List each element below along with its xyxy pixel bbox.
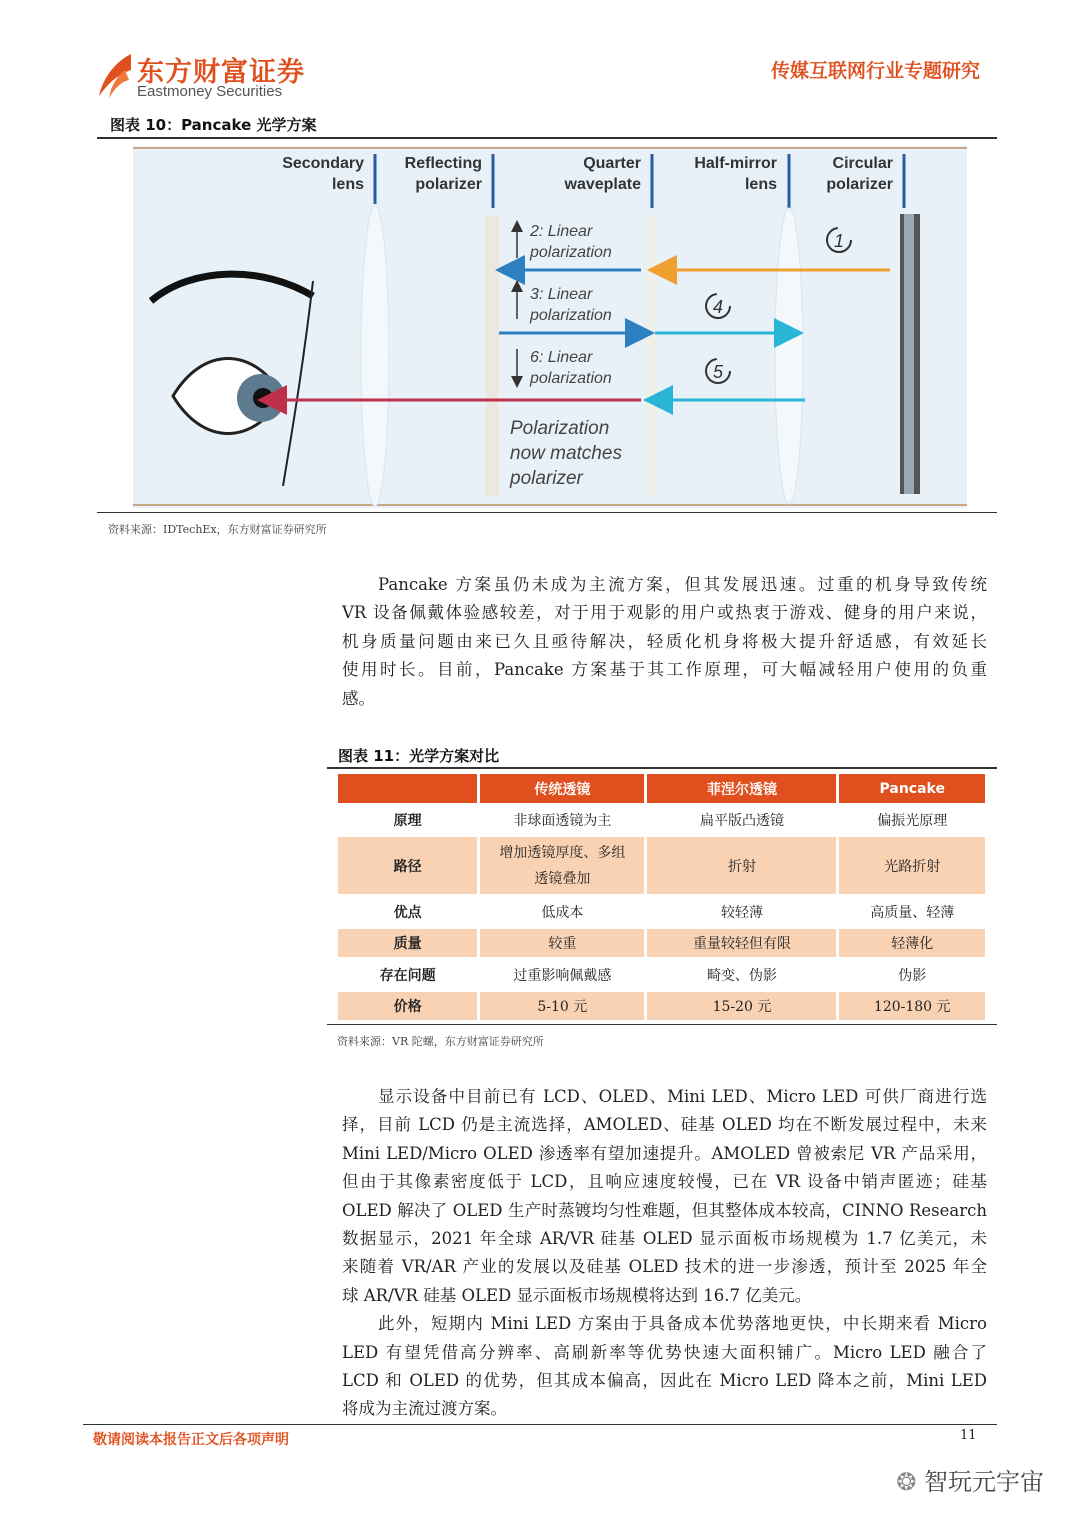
quarter-waveplate-shape	[645, 216, 657, 496]
optics-comparison-table	[335, 771, 988, 1023]
figure-11-title: 图表 11：光学方案对比	[338, 747, 500, 765]
svg-text:waveplate: waveplate	[564, 176, 641, 193]
paragraph-1: Pancake 方案虽仍未成为主流方案，但其发展迅速。过重的机身导致传统 VR 设备佩戴体验感较差，对于用于观影的用户或热衷于游戏、健身的用户来说， 机身质量问题由来已久且亟待解决，轻质化机身将极大提升舒适感，有效延长 使用时长。目前，Pancake 方案基于其工作原理，可大幅减轻用户使用的负重 感。	[342, 575, 987, 708]
svg-text:now matches: now matches	[510, 443, 622, 464]
table-row: 优点 低成本 较轻薄 高质量、轻薄	[393, 904, 955, 921]
logo-text-cn: 东方财富证券	[137, 57, 305, 88]
step-1-icon: 1	[833, 231, 845, 251]
paragraph-3: 此外，短期内 Mini LED 方案由于具备成本优势落地更快，中长期来看 Micro	[378, 1314, 987, 1334]
label-half-mirror-lens: Half-mirror	[694, 155, 777, 172]
annotation-polarization-matches: Polarization	[510, 418, 610, 439]
figure-11-source: 资料来源：VR 陀螺，东方财富证券研究所	[337, 1035, 544, 1048]
svg-text:polarizer: polarizer	[510, 468, 583, 489]
label-reflecting-polarizer: Reflecting	[404, 155, 482, 172]
svg-text:lens: lens	[331, 176, 364, 193]
half-mirror-lens-shape	[775, 208, 803, 504]
svg-text:lens: lens	[744, 176, 777, 193]
divider	[327, 767, 997, 769]
svg-text:polarization: polarization	[530, 244, 612, 261]
wechat-watermark: ❂ 智玩元宇宙	[896, 1468, 1044, 1496]
table-row: 路径 增加透镜厚度、多组透镜叠加 折射 光路折射	[338, 837, 985, 894]
eastmoney-logo-icon	[95, 52, 135, 100]
divider	[327, 1024, 997, 1025]
paragraph-2: 显示设备中目前已有 LCD、OLED、Mini LED、Micro LED 可供厂商进行选 择，目前 LCD 仍是主流选择，AMOLED、硅基 OLED 均在不断发展过程中，未来 Mini LED/Micro OLED 渗透率有望加速提升。AMOLED 曾被索尼 VR 产品采用， 但由于其像素密度低于 LCD，且响应速度较慢，已在 VR 设备中销声匿迹；硅基 OLED 解决了 OLED 生产时蒸镀均匀性难题，但其整体成本较高，CINNO Research 数据显示，2021 年全球 AR/VR 硅基 OLED 显示面板市场规模为 1.7 亿美元，未 来随着 VR/AR 产业的发展以及硅基 OLED 技术的进一步渗透，预计至 2025 年全 球 AR/VR 硅基 OLED 显示面板市场规模将达到 16.7 亿美元。 此外，短期内 Mini LED 方案由于具备成本优势落地更快，中长期来看 Micro LED 有望凭借高分辨率、高刷新率等优势快速大面积铺广。Micro LED 融合了 LCD 和 OLED 的优势，但其成本偏高，因此在 Micro LED 降本之前，Mini LED 将成为主流过渡方案。	[342, 1087, 987, 1419]
table-row: 价格 5-10 元 15-20 元 120-180 元	[338, 992, 985, 1020]
page-number: 11	[960, 1428, 977, 1443]
logo-text-en: Eastmoney Securities	[137, 83, 283, 100]
figure-10-title: 图表 10：Pancake 光学方案	[110, 116, 317, 134]
reflecting-polarizer-shape	[485, 216, 499, 496]
divider	[83, 1424, 997, 1425]
step-5-icon: 5	[712, 362, 724, 382]
disclaimer-link[interactable]: 敬请阅读本报告正文后各项声明	[93, 1432, 289, 1448]
svg-text:polarization: polarization	[530, 370, 612, 387]
report-type: 传媒互联网行业专题研究	[770, 60, 980, 82]
label-quarter-waveplate: Quarter	[583, 155, 641, 172]
svg-text:polarizer: polarizer	[415, 176, 482, 193]
secondary-lens-shape	[361, 206, 389, 506]
table-row: 存在问题 过重影响佩戴感 畸变、伪影 伪影	[379, 967, 927, 984]
table-header-row: 传统透镜 菲涅尔透镜 Pancake	[338, 774, 985, 803]
annotation-3-linear: 3: Linear	[530, 286, 593, 303]
pancake-diagram	[133, 146, 967, 508]
divider	[97, 137, 997, 139]
table-row: 原理 非球面透镜为主 扁平版凸透镜 偏振光原理	[393, 813, 948, 829]
label-secondary-lens: Secondary	[282, 155, 364, 172]
svg-text:polarization: polarization	[530, 307, 612, 324]
wechat-icon: ❂	[896, 1468, 924, 1496]
step-4-icon: 4	[712, 297, 724, 317]
annotation-6-linear: 6: Linear	[530, 349, 593, 366]
figure-10-source: 资料来源：IDTechEx，东方财富证券研究所	[108, 523, 327, 536]
annotation-2-linear: 2: Linear	[530, 223, 593, 240]
label-circular-polarizer: Circular	[832, 155, 893, 172]
divider	[97, 512, 997, 513]
table-row: 质量 较重 重量较轻但有限 轻薄化	[338, 929, 985, 957]
svg-text:polarizer: polarizer	[826, 176, 893, 193]
